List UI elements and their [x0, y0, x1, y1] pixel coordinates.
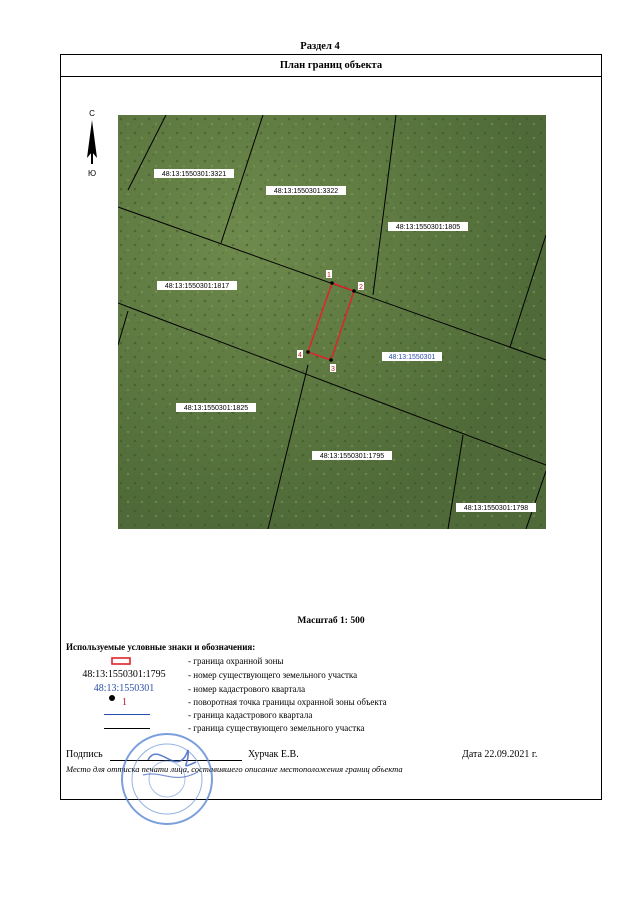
legend-desc: - граница кадастрового квартала	[188, 710, 313, 720]
turning-point-symbol: 1	[122, 697, 127, 708]
north-arrow-icon	[80, 108, 104, 180]
document-date: Дата 22.09.2021 г.	[462, 749, 538, 760]
scale-text: Масштаб 1: 500	[297, 616, 365, 626]
legend-desc: - граница существующего земельного участка	[188, 723, 365, 733]
section-title: Раздел 4	[300, 41, 340, 52]
turning-point	[330, 281, 334, 285]
quarter-boundary-symbol	[104, 714, 150, 715]
north-label: С	[89, 109, 95, 118]
plan-title: План границ объекта	[60, 54, 602, 77]
parcel-boundary-symbol	[104, 728, 150, 729]
stamp-note: Место для оттиска печати лица, составившего описание местоположения границ объекта	[66, 764, 403, 774]
seal-stamp	[118, 730, 216, 828]
quarter-number-symbol: 48:13:1550301	[93, 683, 155, 694]
legend-desc: - номер существующего земельного участка	[188, 670, 358, 680]
turning-point-icon	[108, 694, 116, 702]
parcel-label: 48:13:1550301:1798	[463, 505, 529, 512]
parcel-label: 48:13:1550301:3321	[161, 171, 227, 178]
parcel-label: 48:13:1550301:1825	[183, 405, 249, 412]
legend-desc: - поворотная точка границы охранной зоны объекта	[188, 697, 387, 707]
point-label-1: 1	[327, 272, 331, 279]
turning-point	[329, 358, 333, 362]
legend-title: Используемые условные знаки и обозначения:	[66, 642, 256, 652]
parcel-label: 48:13:1550301:1795	[319, 453, 385, 460]
legend-desc: - номер кадастрового квартала	[188, 684, 306, 694]
parcel-label: 48:13:1550301:3322	[273, 188, 339, 195]
parcel-label: 48:13:1550301:1805	[395, 224, 461, 231]
turning-point	[352, 289, 356, 293]
turning-point	[306, 350, 310, 354]
legend-desc: - граница охранной зоны	[188, 656, 284, 666]
quarter-label: 48:13:1550301	[388, 354, 436, 361]
signer-name: Хурчак Е.В.	[248, 749, 299, 760]
parcel-number-symbol: 48:13:1550301:1795	[82, 669, 166, 680]
parcel-label: 48:13:1550301:1817	[164, 283, 230, 290]
point-label-2: 2	[359, 284, 363, 291]
signature-label: Подпись	[66, 749, 103, 760]
zone-boundary-symbol	[111, 657, 131, 666]
point-label-4: 4	[298, 352, 302, 359]
cadastral-map	[118, 115, 546, 529]
point-label-3: 3	[331, 366, 335, 373]
south-label: Ю	[87, 169, 97, 178]
